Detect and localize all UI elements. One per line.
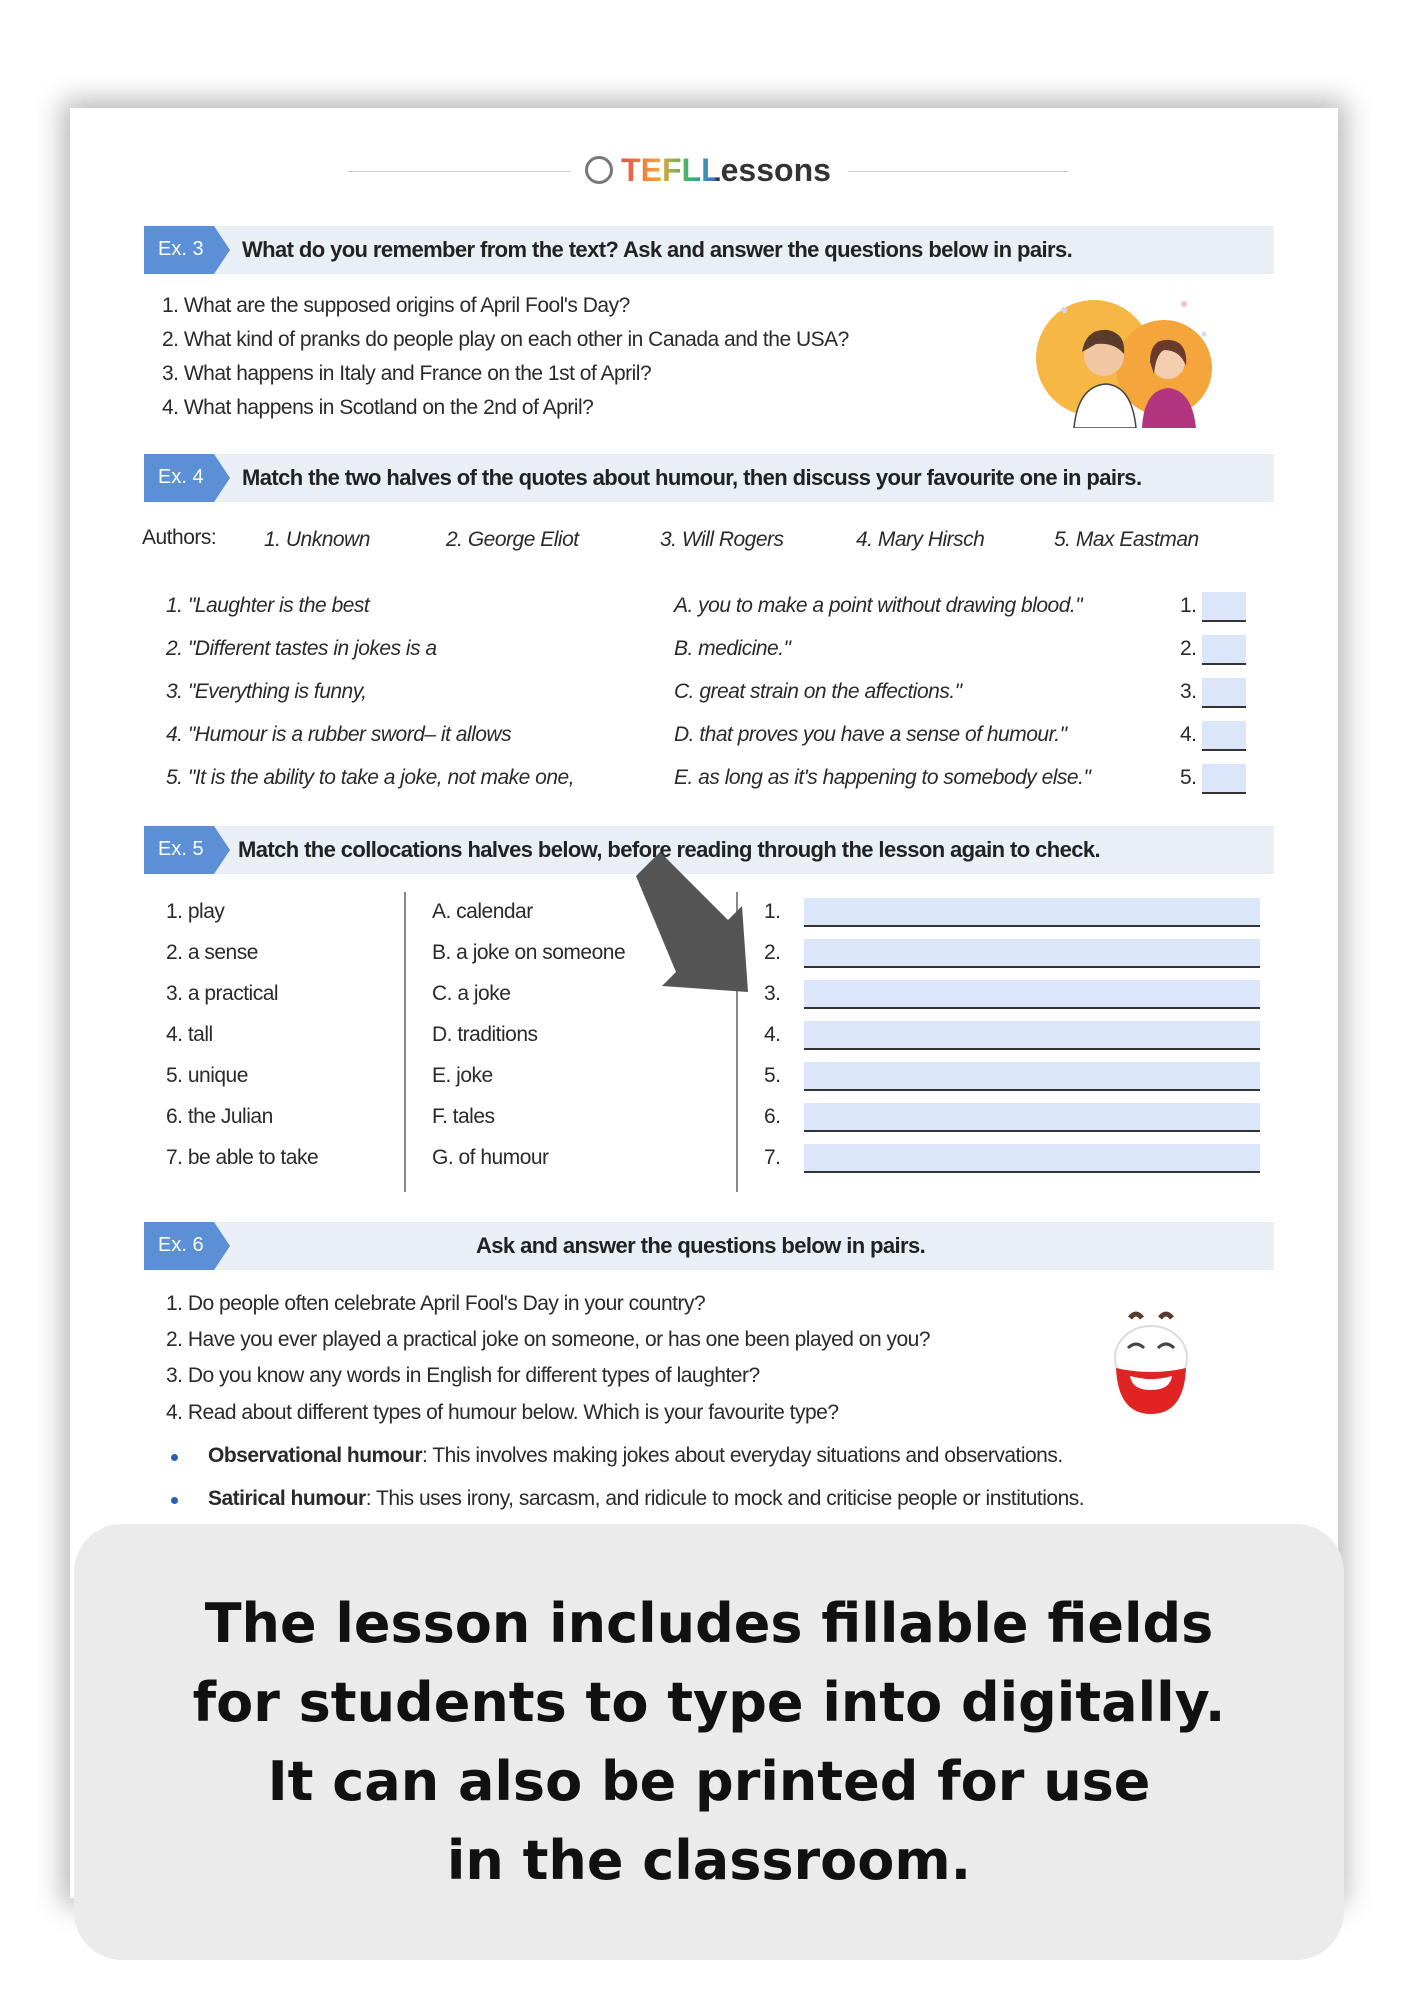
ex5-answer-field-1[interactable] (804, 898, 1260, 927)
ex5-middle-b: B. a joke on someone (432, 941, 626, 964)
ex4-author-5: 5. Max Eastman (1054, 528, 1199, 551)
ex5-middle-c: C. a joke (432, 982, 511, 1005)
ex5-answer-field-6[interactable] (804, 1103, 1260, 1132)
tefl-lessons-logo (348, 146, 1068, 196)
ex5-title: Match the collocations halves below, before reading through the lesson again to check. (238, 837, 1100, 862)
ex5-answer-field-3[interactable] (804, 980, 1260, 1009)
ex5-answer-number-5: 5. (764, 1064, 781, 1087)
ex4-quote-start-2: 2. "Different tastes in jokes is a (166, 637, 437, 660)
ex3-banner (144, 226, 1274, 274)
laughing-people-illustration (1034, 290, 1222, 428)
laughing-face-icon (1106, 1306, 1196, 1418)
ex4-author-3: 3. Will Rogers (660, 528, 784, 551)
ex5-answer-field-4[interactable] (804, 1021, 1260, 1050)
ex3-question-3: 3. What happens in Italy and France on the 1st of April? (162, 362, 652, 385)
arrow-down-right-icon (630, 846, 770, 996)
ex5-answer-number-3: 3. (764, 982, 781, 1005)
ex6-banner (144, 1222, 1274, 1270)
ex5-middle-a: A. calendar (432, 900, 533, 923)
ex5-left-2: 2. a sense (166, 941, 258, 964)
ex5-answer-field-2[interactable] (804, 939, 1260, 968)
ex4-answer-field-5[interactable] (1202, 764, 1246, 794)
ex4-answer-field-4[interactable] (1202, 721, 1246, 751)
ex5-answer-number-2: 2. (764, 941, 781, 964)
ex4-quote-start-1: 1. "Laughter is the best (166, 594, 370, 617)
ex4-quote-end-d: D. that proves you have a sense of humour." (674, 723, 1067, 746)
ex5-answer-number-4: 4. (764, 1023, 781, 1046)
ex4-quote-start-3: 3. "Everything is funny, (166, 680, 367, 703)
ex6-bullet-1-marker (171, 1454, 178, 1461)
ex4-quote-start-5: 5. "It is the ability to take a joke, not make one, (166, 766, 575, 789)
callout-line-4: in the classroom. (446, 1829, 972, 1892)
ex5-tag: Ex. 5 (144, 826, 214, 874)
ex6-question-1: 1. Do people often celebrate April Fool's Day in your country? (166, 1292, 706, 1315)
ex3-question-1: 1. What are the supposed origins of April Fool's Day? (162, 294, 630, 317)
ex6-question-4: 4. Read about different types of humour below. Which is your favourite type? (166, 1401, 839, 1424)
ex5-middle-e: E. joke (432, 1064, 493, 1087)
ex4-answer-number-1: 1. (1180, 594, 1197, 617)
ex4-quote-end-b: B. medicine." (674, 637, 791, 660)
ex5-middle-d: D. traditions (432, 1023, 538, 1046)
ex5-divider-1 (404, 892, 406, 1192)
ex6-question-3: 3. Do you know any words in English for different types of laughter? (166, 1364, 760, 1387)
logo-rule-left (348, 171, 570, 172)
ex6-bullet-2-text: : This uses irony, sarcasm, and ridicule to mock and criticise people or institutions. (365, 1487, 1085, 1510)
ex4-answer-number-4: 4. (1180, 723, 1197, 746)
ex6-bullet-1-term: Observational humour (208, 1444, 423, 1467)
ex6-bullet-2-marker (171, 1497, 178, 1504)
ex4-answer-number-5: 5. (1180, 766, 1197, 789)
ex5-answer-field-5[interactable] (804, 1062, 1260, 1091)
logo-rule-right (848, 171, 1068, 172)
ex6-bullet-1-text: : This involves making jokes about everyday situations and observations. (422, 1444, 1063, 1467)
ex4-quote-end-e: E. as long as it's happening to somebody else." (674, 766, 1091, 789)
ex3-question-4: 4. What happens in Scotland on the 2nd of April? (162, 396, 594, 419)
ex5-left-5: 5. unique (166, 1064, 248, 1087)
ex4-answer-number-2: 2. (1180, 637, 1197, 660)
ex6-title: Ask and answer the questions below in pairs. (476, 1233, 926, 1258)
ex4-answer-field-2[interactable] (1202, 635, 1246, 665)
ex5-answer-number-1: 1. (764, 900, 781, 923)
callout-line-3: It can also be printed for use (267, 1750, 1151, 1813)
ex5-answer-field-7[interactable] (804, 1144, 1260, 1173)
ex5-left-6: 6. the Julian (166, 1105, 273, 1128)
ex3-tag: Ex. 3 (144, 226, 214, 274)
callout-line-2: for students to type into digitally. (192, 1671, 1226, 1734)
callout-line-1: The lesson includes fillable fields (204, 1592, 1214, 1655)
lightbulb-icon (585, 156, 613, 184)
info-callout (74, 1524, 1344, 1960)
ex5-answer-number-6: 6. (764, 1105, 781, 1128)
ex6-bullet-2-term: Satirical humour (208, 1487, 366, 1510)
callout-text (74, 1584, 1344, 1900)
logo-text: TEFLLessons (576, 152, 840, 189)
ex6-bullet-1 (208, 1444, 1063, 1468)
ex5-left-7: 7. be able to take (166, 1146, 319, 1169)
ex4-answer-field-1[interactable] (1202, 592, 1246, 622)
ex4-tag: Ex. 4 (144, 454, 214, 502)
ex6-bullet-2 (208, 1487, 1084, 1511)
ex5-answer-number-7: 7. (764, 1146, 781, 1169)
ex4-quote-start-4: 4. "Humour is a rubber sword– it allows (166, 723, 512, 746)
ex5-left-1: 1. play (166, 900, 225, 923)
ex3-title: What do you remember from the text? Ask and answer the questions below in pairs. (242, 237, 1073, 262)
ex3-question-2: 2. What kind of pranks do people play on each other in Canada and the USA? (162, 328, 849, 351)
ex4-authors-label: Authors: (142, 526, 217, 549)
ex4-author-1: 1. Unknown (264, 528, 370, 551)
ex4-answer-field-3[interactable] (1202, 678, 1246, 708)
ex5-left-4: 4. tall (166, 1023, 213, 1046)
ex4-author-2: 2. George Eliot (446, 528, 579, 551)
ex4-quote-end-c: C. great strain on the affections." (674, 680, 962, 703)
ex5-middle-f: F. tales (432, 1105, 495, 1128)
ex4-author-4: 4. Mary Hirsch (856, 528, 985, 551)
ex5-left-3: 3. a practical (166, 982, 279, 1005)
ex5-middle-g: G. of humour (432, 1146, 549, 1169)
ex4-title: Match the two halves of the quotes about humour, then discuss your favourite one in pairs. (242, 465, 1142, 490)
ex6-tag: Ex. 6 (144, 1222, 214, 1270)
ex6-question-2: 2. Have you ever played a practical joke on someone, or has one been played on you? (166, 1328, 931, 1351)
ex4-quote-end-a: A. you to make a point without drawing blood." (674, 594, 1083, 617)
ex4-answer-number-3: 3. (1180, 680, 1197, 703)
ex4-banner (144, 454, 1274, 502)
